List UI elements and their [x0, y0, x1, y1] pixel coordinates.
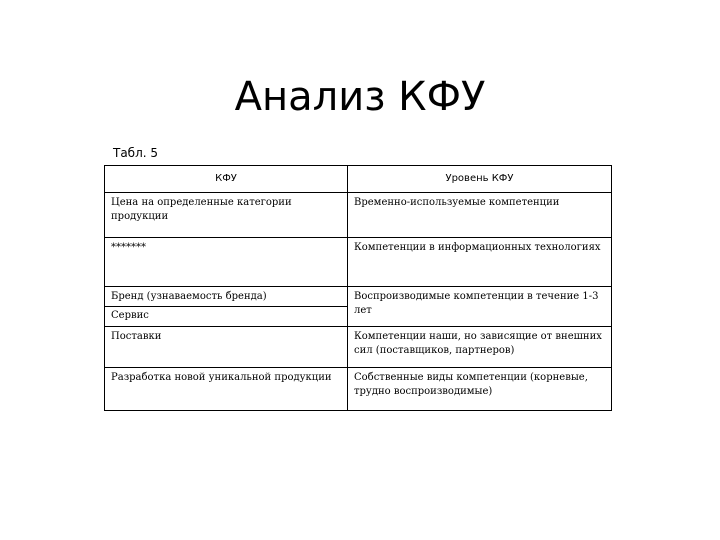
kfu-cell: Цена на определенные категории продукции — [105, 193, 348, 238]
table-row — [105, 287, 612, 307]
level-cell: Временно-используемые компетенции — [348, 193, 612, 238]
kfu-analysis-table — [104, 165, 612, 411]
table-row — [105, 193, 612, 238]
slide-title: Анализ КФУ — [234, 73, 486, 120]
kfu-cell: Бренд (узнаваемость бренда) — [105, 287, 348, 307]
kfu-cell: Разработка новой уникальной продукции — [105, 368, 348, 411]
header-kfu: КФУ — [105, 166, 348, 193]
table-header-row — [105, 166, 612, 193]
table-caption: Табл. 5 — [107, 143, 165, 163]
table-row — [105, 368, 612, 411]
kfu-cell: Сервис — [105, 307, 348, 327]
table-row — [105, 238, 612, 287]
level-cell: Собственные виды компетенции (корневые, трудно воспроизводимые) — [348, 368, 612, 411]
table-row — [105, 327, 612, 368]
kfu-cell: ******* — [105, 238, 348, 287]
level-cell: Воспроизводимые компетенции в течение 1-3 лет — [348, 287, 612, 327]
level-cell: Компетенции в информационных технологиях — [348, 238, 612, 287]
level-cell: Компетенции наши, но зависящие от внешних сил (поставщиков, партнеров) — [348, 327, 612, 368]
kfu-cell: Поставки — [105, 327, 348, 368]
header-kfu-level: Уровень КФУ — [348, 166, 612, 193]
